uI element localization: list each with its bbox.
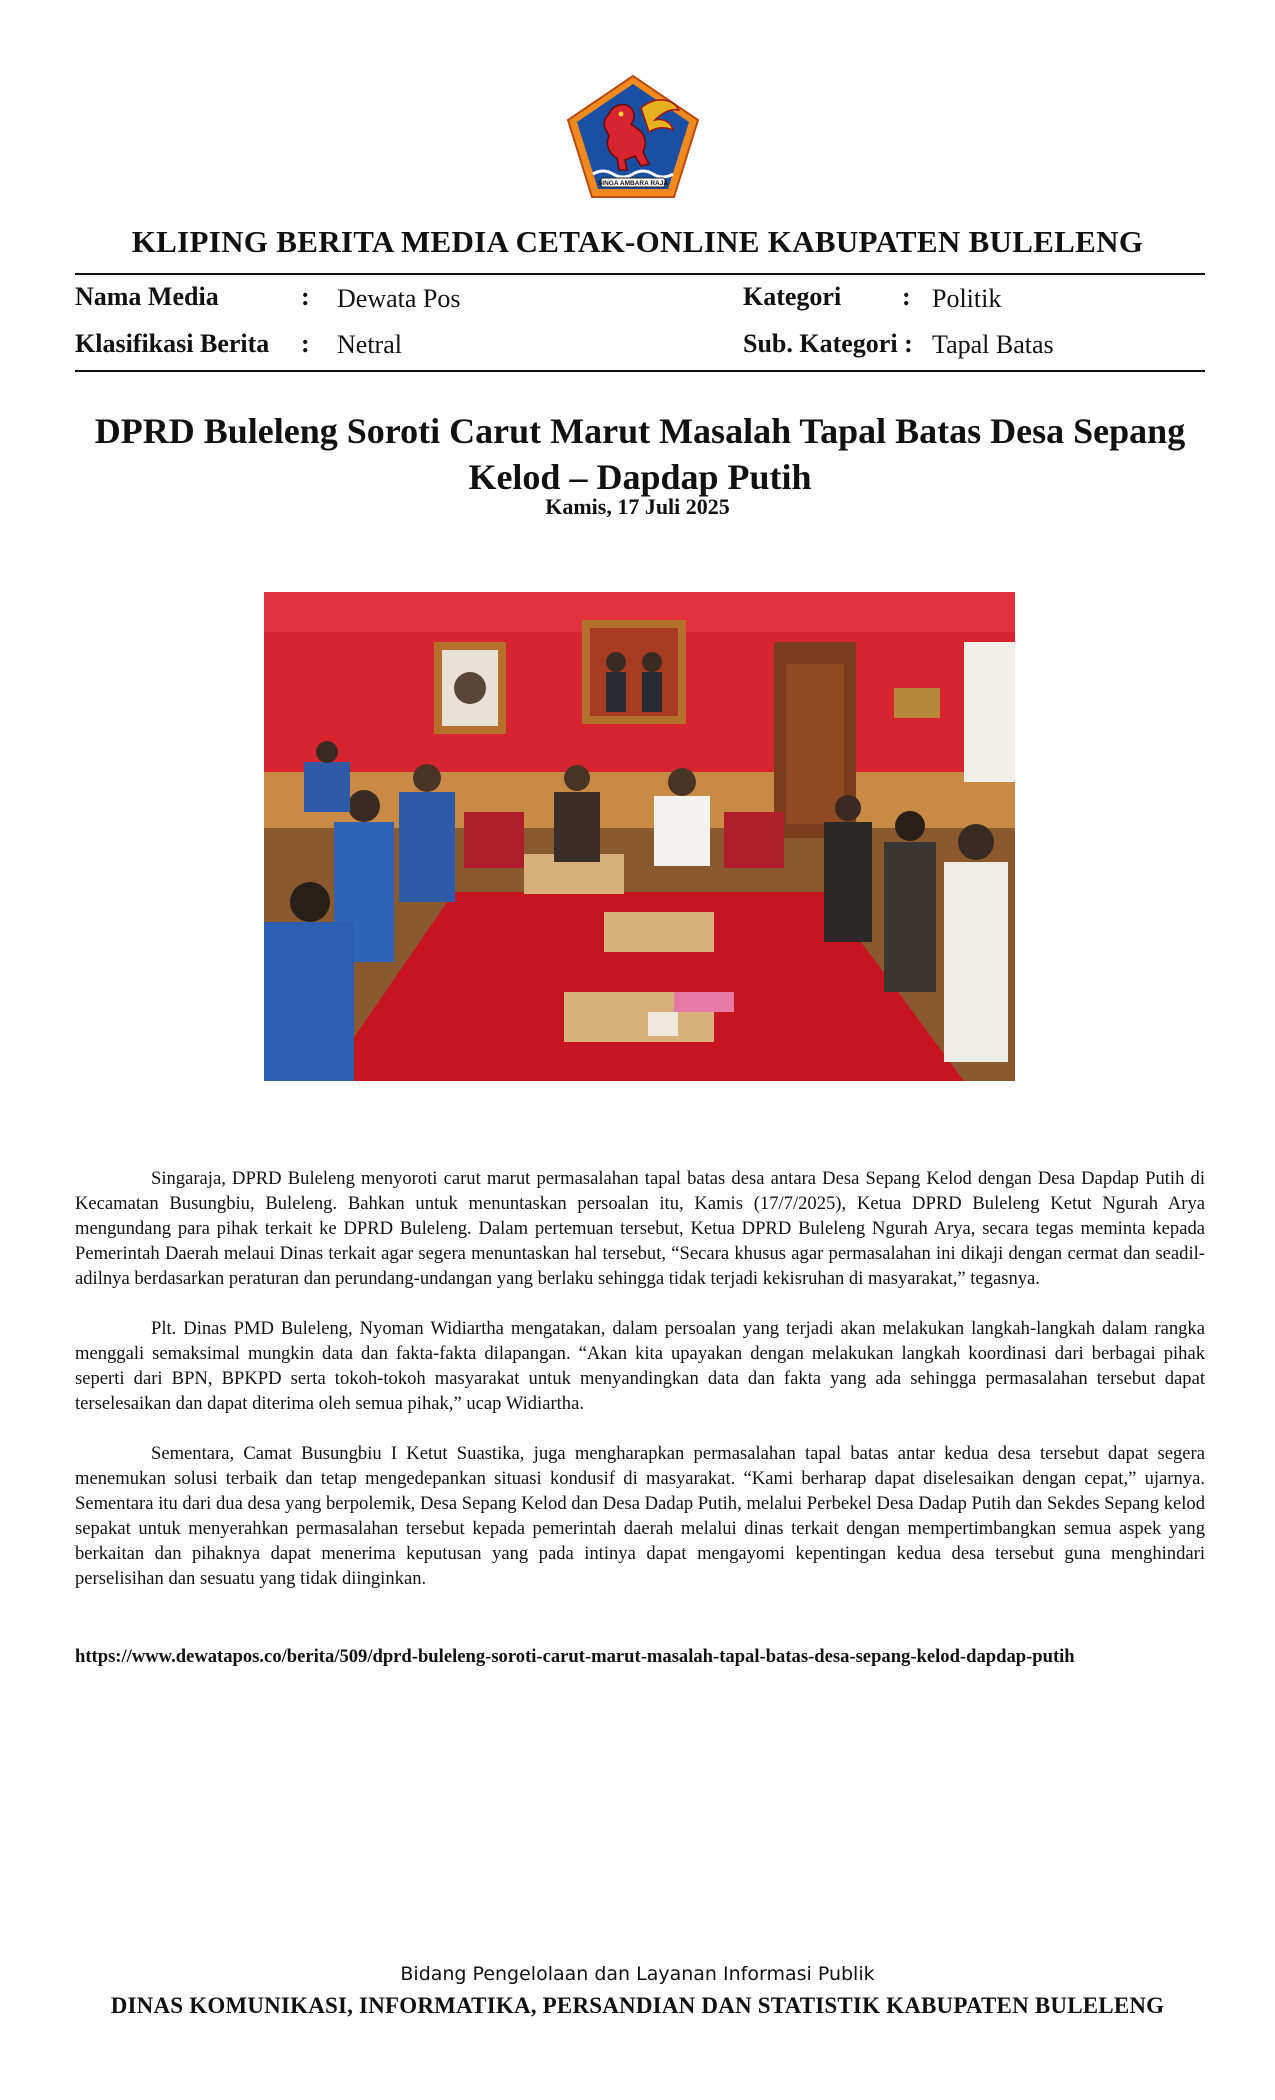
photo-portrait-body-1 <box>606 672 626 712</box>
photo-person-8 <box>884 842 936 992</box>
news-classification-label: Klasifikasi Berita <box>75 329 270 358</box>
crest-motto: SINGA AMBARA RAJA <box>597 180 669 187</box>
photo-person-5 <box>554 792 600 862</box>
photo-window <box>964 642 1015 782</box>
category-value: Politik <box>932 284 1002 313</box>
article-headline: DPRD Buleleng Soroti Carut Marut Masalah Tapal Batas Desa Sepang Kelod – Dapdap Putih <box>94 411 1186 497</box>
news-classification-separator: : <box>301 329 310 358</box>
photo-portrait-figure-2 <box>642 652 662 672</box>
photo-wall-carving <box>894 688 940 718</box>
category-separator: : <box>902 282 911 311</box>
media-name-separator: : <box>301 282 310 311</box>
photo-person-9-head <box>958 824 994 860</box>
photo-portrait-center-canvas <box>590 628 678 716</box>
photo-table-2 <box>604 912 714 952</box>
photo-person-3 <box>264 922 354 1081</box>
photo-person-7-head <box>835 795 861 821</box>
category-label: Kategori <box>743 282 842 311</box>
header-divider-top <box>75 273 1205 275</box>
article-paragraph-3: Sementara, Camat Busungbiu I Ketut Suastika, juga mengharapkan permasalahan tapal batas antar kedua desa tersebut dapat segera menemukan solusi terbaik dan tetap mengedepankan situasi kondusif di masyarakat. “Kami berharap dapat diselesaikan dengan cepat,” ujarnya. Sementara itu dari dua desa yang berpolemik, Desa Sepang Kelod dan Desa Dadap Putih, melalui Perbekel Desa Dadap Putih dan Sekdes Sepang kelod sepakat untuk menyerahkan permasalahan tersebut kepada pemerintah daerah melalui dinas terkait dengan mempertimbangkan semua aspek yang berkaitan dan pihaknya dapat menerima keputusan yang pada intinya dapat mengayomi kepentingan kedua desa tersebut guna menghindari perselisihan dan sesuatu yang tidak diinginkan. <box>75 1443 1205 1589</box>
crest-lion-eye <box>619 112 624 117</box>
media-name-label: Nama Media <box>75 282 219 311</box>
photo-armchair-2 <box>724 812 784 868</box>
photo-person-4-head <box>316 741 338 763</box>
article-paragraph-2: Plt. Dinas PMD Buleleng, Nyoman Widiartha mengatakan, dalam persoalan yang terjadi akan melakukan langkah-langkah dalam rangka menggali semaksimal mungkin data dan fakta-fakta dilapangan. “Akan kita upayakan dengan melakukan langkah koordinasi dari berbagai pihak seperti dari BPN, BPKPD serta tokoh-tokoh masyarakat untuk menyandingkan data dan fakta yang ada sehingga permasalahan tersebut dapat terselesaikan dan dapat diterima oleh semua pihak,” ucap Widiartha. <box>75 1318 1205 1414</box>
photo-person-1 <box>399 792 455 902</box>
sub-category-value: Tapal Batas <box>932 330 1054 359</box>
photo-person-8-head <box>895 811 925 841</box>
photo-person-4 <box>304 762 350 812</box>
photo-person-6 <box>654 796 710 866</box>
media-name-value: Dewata Pos <box>337 284 461 313</box>
photo-person-1-head <box>413 764 441 792</box>
photo-person-6-head <box>668 768 696 796</box>
meeting-photo <box>264 592 1015 1081</box>
photo-person-9 <box>944 862 1008 1062</box>
footer-agency: DINAS KOMUNIKASI, INFORMATIKA, PERSANDIAN DAN STATISTIK KABUPATEN BULELENG <box>110 1993 1165 2018</box>
photo-tissue-box <box>648 1012 678 1036</box>
source-url-link[interactable]: https://www.dewatapos.co/berita/509/dprd-buleleng-soroti-carut-marut-masalah-tapal-batas-desa-sepang-kelod-dapdap-putih <box>75 1646 1075 1667</box>
header-divider-bottom <box>75 370 1205 372</box>
photo-portrait-figure-1 <box>606 652 626 672</box>
article-date: Kamis, 17 Juli 2025 <box>545 494 730 519</box>
photo-door-panel <box>786 664 844 824</box>
sub-category-label: Sub. Kategori : <box>743 329 913 358</box>
photo-person-5-head <box>564 765 590 791</box>
photo-folder <box>674 992 734 1012</box>
photo-portrait-body-2 <box>642 672 662 712</box>
article-body <box>75 1166 1205 1616</box>
footer-division: Bidang Pengelolaan dan Layanan Informasi Publik <box>400 1963 875 1985</box>
photo-portrait-left-figure <box>454 672 486 704</box>
photo-armchair-1 <box>464 812 524 868</box>
article-paragraph-1: Singaraja, DPRD Buleleng menyoroti carut marut permasalahan tapal batas desa antara Desa Sepang Kelod dengan Desa Dapdap Putih di Kecamatan Busungbiu, Buleleng. Bahkan untuk menuntaskan persoalan itu, Kamis (17/7/2025), Ketua DPRD Buleleng Ketut Ngurah Arya mengundang para pihak terkait ke DPRD Buleleng. Dalam pertemuan tersebut, Ketua DPRD Buleleng Ngurah Arya, secara tegas meminta kepada Pemerintah Daerah melaui Dinas terkait agar segera menuntaskan hal tersebut, “Secara khusus agar permasalahan ini dikaji dengan cermat dan seadil-adilnya berdasarkan peraturan dan perundang-undangan yang berlaku sehingga tidak terjadi kekisruhan di masyarakat,” tegasnya. <box>75 1168 1205 1289</box>
clipping-header-title: KLIPING BERITA MEDIA CETAK-ONLINE KABUPATEN BULELENG <box>131 224 1144 259</box>
photo-person-7 <box>824 822 872 942</box>
news-classification-value: Netral <box>337 330 402 359</box>
buleleng-crest-logo <box>565 74 701 200</box>
photo-person-2-head <box>348 790 380 822</box>
photo-person-3-head <box>290 882 330 922</box>
